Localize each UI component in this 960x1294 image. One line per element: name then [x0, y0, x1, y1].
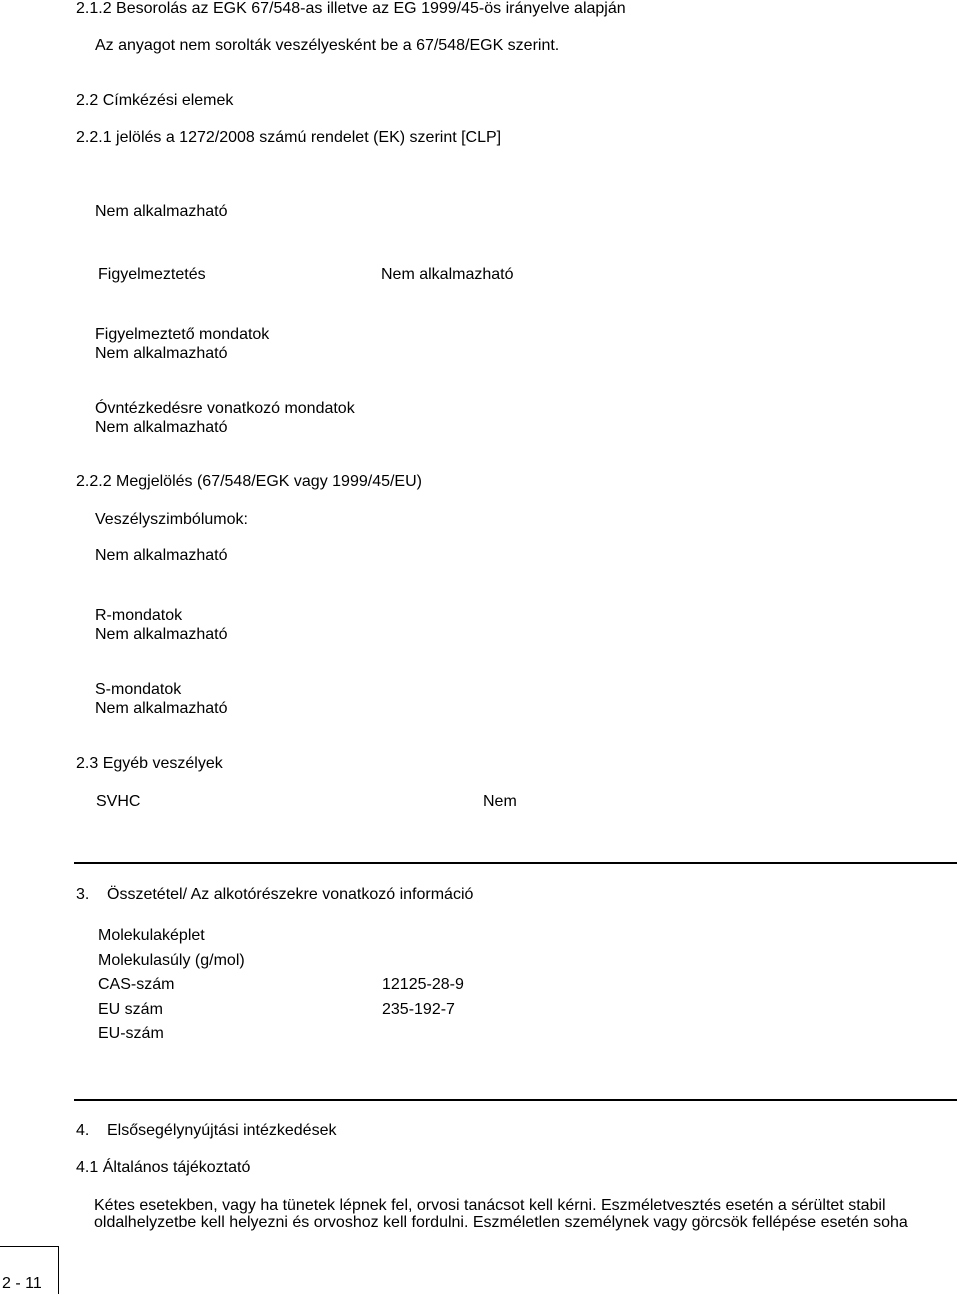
classification-statement: Az anyagot nem sorolták veszélyesként be a 67/548/EGK szerint. — [95, 37, 560, 54]
section-4-1-heading: 4.1 Általános tájékoztató — [76, 1159, 251, 1176]
svhc-value: Nem — [483, 793, 517, 810]
cas-number-value: 12125-28-9 — [382, 976, 464, 993]
section-2-1-2-heading: 2.1.2 Besorolás az EGK 67/548-as illetve az EG 1999/45-ös irányelve alapján — [76, 0, 626, 17]
pictogram-value: Nem alkalmazható — [95, 203, 228, 220]
hazard-symbols-label: Veszélyszimbólumok: — [95, 511, 248, 528]
section-4-divider — [74, 1099, 957, 1101]
section-2-2-2-heading: 2.2.2 Megjelölés (67/548/EGK vagy 1999/45/EU) — [76, 473, 422, 490]
r-phrases-value: Nem alkalmazható — [95, 626, 228, 643]
section-2-2-1-heading: 2.2.1 jelölés a 1272/2008 számú rendelet (EK) szerint [CLP] — [76, 129, 502, 146]
precautionary-statements-label: Óvntézkedésre vonatkozó mondatok — [95, 400, 355, 417]
molecular-formula-label: Molekulaképlet — [98, 927, 205, 944]
precautionary-statements-value: Nem alkalmazható — [95, 419, 228, 436]
section-4-title: Elsősegélynyújtási intézkedések — [107, 1122, 337, 1139]
section-3-title: Összetétel/ Az alkotórészekre vonatkozó információ — [107, 886, 474, 903]
s-phrases-label: S-mondatok — [95, 681, 182, 698]
first-aid-paragraph-line-2: oldalhelyzetbe kell helyezni és orvoshoz kell fordulni. Eszméletlen személynek vagy görcsök fellépése esetén soha — [94, 1214, 908, 1231]
section-4-number: 4. — [76, 1122, 90, 1139]
signal-word-value: Nem alkalmazható — [381, 266, 514, 283]
s-phrases-value: Nem alkalmazható — [95, 700, 228, 717]
eu-number-value: 235-192-7 — [382, 1001, 455, 1018]
hazard-statements-label: Figyelmeztető mondatok — [95, 326, 270, 343]
first-aid-paragraph-line-1: Kétes esetekben, vagy ha tünetek lépnek fel, orvosi tanácsot kell kérni. Eszméletvesztés esetén a sérültet stabil — [94, 1197, 886, 1214]
eu-number-label: EU szám — [98, 1001, 163, 1018]
svhc-label: SVHC — [96, 793, 141, 810]
section-2-3-heading: 2.3 Egyéb veszélyek — [76, 755, 223, 772]
cas-number-label: CAS-szám — [98, 976, 175, 993]
eu-number-2-label: EU-szám — [98, 1025, 164, 1042]
section-3-number: 3. — [76, 886, 90, 903]
r-phrases-label: R-mondatok — [95, 607, 183, 624]
page-number: 2 - 11 — [2, 1275, 42, 1292]
section-2-2-heading: 2.2 Címkézési elemek — [76, 92, 234, 109]
hazard-statements-value: Nem alkalmazható — [95, 345, 228, 362]
section-3-divider — [74, 862, 957, 864]
signal-word-label: Figyelmeztetés — [98, 266, 206, 283]
hazard-symbols-value: Nem alkalmazható — [95, 547, 228, 564]
molecular-weight-label: Molekulasúly (g/mol) — [98, 952, 245, 969]
